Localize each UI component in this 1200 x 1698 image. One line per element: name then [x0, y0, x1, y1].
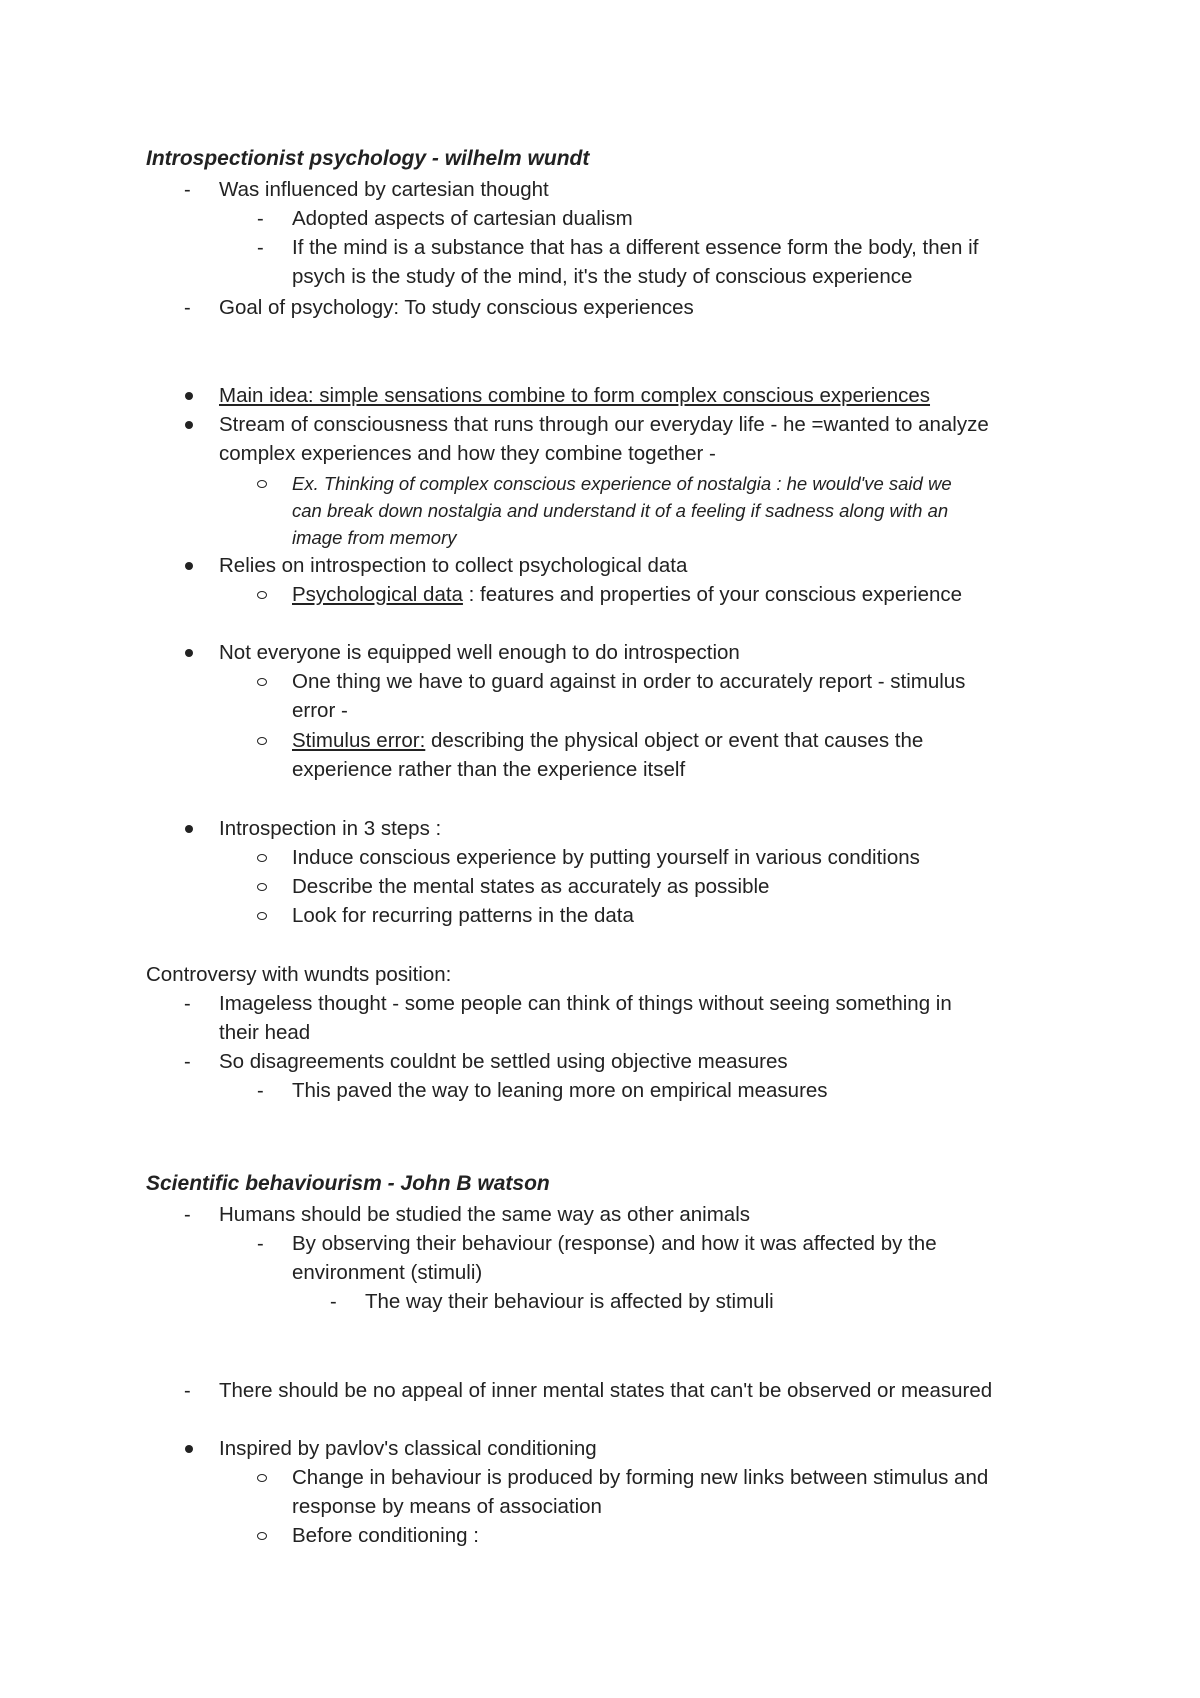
list-item: Goal of psychology: To study conscious experiences [219, 296, 694, 319]
list-item: By observing their behaviour (response) and how it was affected by the [292, 1232, 937, 1255]
list-item: Inspired by pavlov's classical conditioning [219, 1437, 597, 1460]
list-item: Relies on introspection to collect psychological data [219, 554, 688, 577]
list-item-continuation: experience rather than the experience itself [292, 758, 686, 781]
dash-marker: - [184, 1051, 191, 1073]
list-item-continuation: complex experiences and how they combine together - [219, 442, 716, 465]
dash-marker: - [184, 179, 191, 201]
term-psychological-data: Psychological data [292, 583, 463, 606]
list-item: Adopted aspects of cartesian dualism [292, 207, 633, 230]
list-item: The way their behaviour is affected by stimuli [365, 1290, 774, 1313]
dash-marker: - [257, 1233, 264, 1255]
list-item: This paved the way to leaning more on empirical measures [292, 1079, 828, 1102]
list-item-continuation: psych is the study of the mind, it's the study of conscious experience [292, 265, 913, 288]
list-item: Humans should be studied the same way as other animals [219, 1203, 751, 1226]
list-item [292, 729, 923, 753]
list-item: Imageless thought - some people can think of things without seeing something in [219, 992, 952, 1015]
bullet-dot [185, 392, 193, 400]
dash-marker: - [257, 208, 264, 230]
bullet-circle [257, 678, 267, 686]
bullet-dot [185, 825, 193, 833]
list-item: Before conditioning : [292, 1524, 479, 1547]
example-text: Ex. Thinking of complex conscious experience of nostalgia : he would've said we [292, 473, 952, 494]
main-idea-text: Main idea: simple sensations combine to form complex conscious experiences [219, 384, 931, 407]
list-item [292, 583, 962, 607]
dash-marker: - [330, 1291, 337, 1313]
list-item: Introspection in 3 steps : [219, 817, 442, 840]
list-item: One thing we have to guard against in order to accurately report - stimulus [292, 670, 966, 693]
dash-marker: - [184, 1204, 191, 1226]
bullet-circle [257, 1474, 267, 1482]
dash-marker: - [184, 993, 191, 1015]
bullet-circle [257, 912, 267, 920]
term-stimulus-error: Stimulus error: [292, 729, 426, 752]
bullet-circle [257, 480, 267, 488]
list-item: If the mind is a substance that has a different essence form the body, then if [292, 236, 979, 259]
list-item: Induce conscious experience by putting yourself in various conditions [292, 846, 920, 869]
bullet-circle [257, 883, 267, 891]
list-item: Stream of consciousness that runs through our everyday life - he =wanted to analyze [219, 413, 989, 436]
list-item: Look for recurring patterns in the data [292, 904, 634, 927]
bullet-dot [185, 649, 193, 657]
list-item-continuation: their head [219, 1021, 311, 1044]
bullet-dot [185, 1445, 193, 1453]
bullet-circle [257, 1532, 267, 1540]
section-heading-behaviourism: Scientific behaviourism - John B watson [146, 1172, 550, 1195]
section-heading-introspectionist: Introspectionist psychology - wilhelm wundt [146, 147, 590, 170]
controversy-heading: Controversy with wundts position: [146, 963, 452, 986]
bullet-dot [185, 562, 193, 570]
list-item: Was influenced by cartesian thought [219, 178, 549, 201]
definition-text: : features and properties of your conscious experience [462, 583, 963, 606]
bullet-circle [257, 854, 267, 862]
list-item-continuation: environment (stimuli) [292, 1261, 483, 1284]
dash-marker: - [184, 1380, 191, 1402]
example-text: image from memory [292, 527, 457, 548]
dash-marker: - [257, 1080, 264, 1102]
list-item: Describe the mental states as accurately as possible [292, 875, 770, 898]
dash-marker: - [184, 297, 191, 319]
list-item: So disagreements couldnt be settled using objective measures [219, 1050, 788, 1073]
example-text: can break down nostalgia and understand it of a feeling if sadness along with an [292, 500, 949, 521]
list-item: Not everyone is equipped well enough to do introspection [219, 641, 740, 664]
bullet-dot [185, 421, 193, 429]
list-item: Change in behaviour is produced by forming new links between stimulus and [292, 1466, 989, 1489]
list-item-continuation: error - [292, 699, 348, 722]
bullet-circle [257, 737, 267, 745]
list-item: There should be no appeal of inner mental states that can't be observed or measured [219, 1379, 993, 1402]
dash-marker: - [257, 237, 264, 259]
definition-text: describing the physical object or event that causes the [425, 729, 924, 752]
list-item-continuation: response by means of association [292, 1495, 602, 1518]
bullet-circle [257, 591, 267, 599]
